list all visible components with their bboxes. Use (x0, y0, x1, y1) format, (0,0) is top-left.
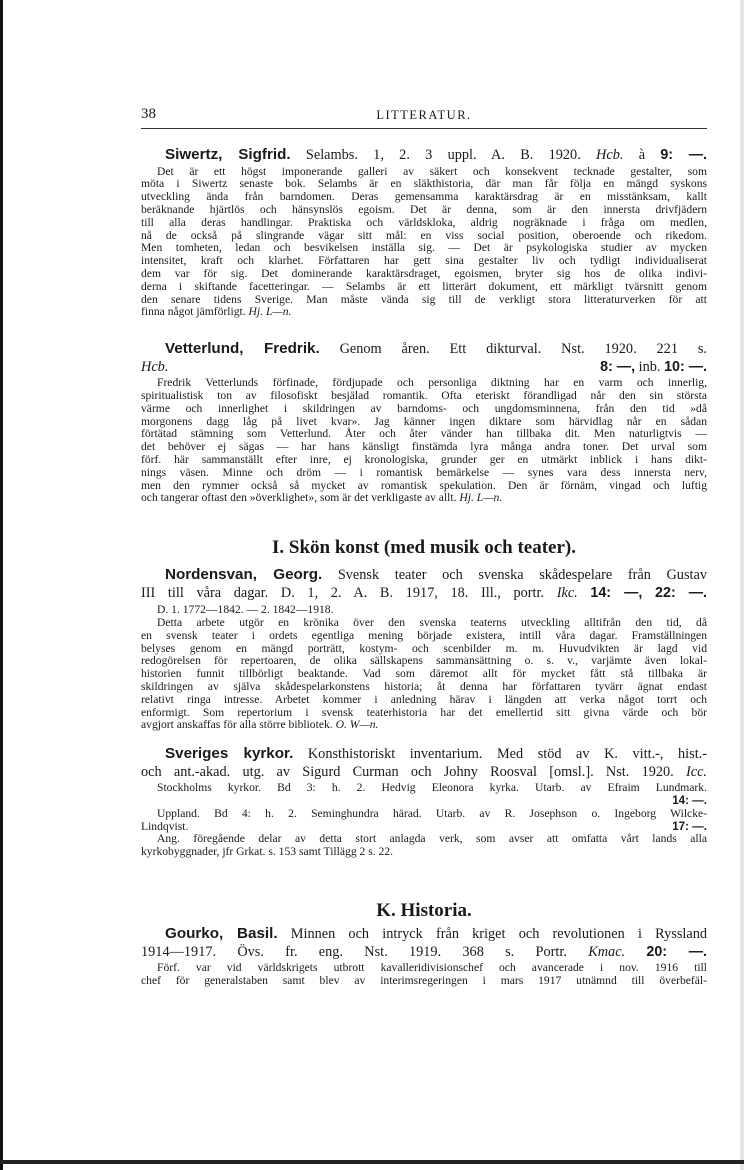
signature: Hj. L—n. (459, 491, 503, 505)
entry-body: Stockholms kyrkor. Bd 3: h. 2. Hedvig Eleonora kyrka. Utarb. av Efraim Lundmark. 14: —. Uppland. Bd 4: h. 2. Seminghundra härad. Utarb. av R. Josephson o. Ingeborg Wilcke- Lindqvist. 17: —. Ang. föregående delar av detta stort anlagda verk, som avser att omfatta vårt lands alla kyrkobyggnader, jfr Grkat. s. 153 samt Tillägg 2 s. 22. (141, 781, 707, 859)
entry-title: Sveriges kyrkor. Konsthistoriskt inventarium. Med stöd av K. vitt.-, hist.- (165, 745, 707, 762)
entry-sveriges-kyrkor: Sveriges kyrkor. Konsthistoriskt inventarium. Med stöd av K. vitt.-, hist.- och ant.-akad. utg. av Sigurd Curman och Johny Roosval [omsl.]. Nst. 1920. Icc. Stockholms kyrkor. Bd 3: h. 2. Hedvig Eleonora kyrka. Utarb. av Efraim Lundmark. 14: —. Uppland. Bd 4: h. 2. Seminghundra härad. Utarb. av R. Josephson o. Ingeborg Wilcke- Lindqvist. 17: —. Ang. föregående delar av detta stort anlagda verk, som avser att omfatta vårt lands alla kyrkobyggnader, jfr Grkat. s. 153 samt Tillägg 2 s. 22. (141, 745, 707, 859)
entry-body: Fredrik Vetterlunds förfinade, fördjupade och personliga diktning har en varm och innerlig, spiritualistisk ton av filosofiskt besjälad romantik. Ofta eteriskt förandligad når den sin största värme och innerlighet i skildringen av barndoms- och ungdomsminnena, från den tid »då morgonens dagg låg på livet kvar». Jag känner ingen diktare som härvidlag når en sådan förtätad stämning som Vetterlund. Åter och åter vänder han tillbaka dit. Men naturligtvis — det behöver ej sägas — har hans känsligt finstämda lyra många andra toner. Det urval som förf. här sammanställt efter inre, ej kronologiska, grunder ger en utmärkt inblick i hans dikt- nings väsen. Minne och dröm — i romantisk bemärkelse — synes vara dess innersta nerv, men den rymmer också så mycket av romantisk spekulation. Den är förnäm, vingad och luftig och tangerar oftast den »överklighet», som är det verkligaste av allt. Hj. L—n. (141, 376, 707, 505)
entry-body: Det är ett högst imponerande galleri av säkert och konsekvent tecknade gestalter, som möta i Siwertz senaste bok. Selambs är en släkthistoria, där man får följa en mängd syskons utveckling ända från barndomen. Deras gemensamma karaktärsdrag är en misstänksam, kallt beräknande hjärtlös och hänsynslös egoism. Det är denna, som är den innersta drivfjädern till alla deras handlingar. Praktiska och världskloka, aldrig nogräknade i fråga om medlen, nå de också på slingrande vägar sitt mål: en viss social position, oberoende och rikedom. Men tomheten, ledan och besvikelsen inställa sig. — Det är psykologiska studier av mycken intensitet, kraft och klarhet. Författaren har gett sina gestalter liv och tydligt individualiserat dem var för sig. Det dominerande karaktärsdraget, egoismen, bryter sig hos de olika indivi- derna i skiftande facetteringar. — Selambs är ett litterärt dokument, ett märkligt tvärsnitt genom den senare tidens Sverige. Man måste vända sig till de verkligt stora litteraturverken för att finna något jämförligt. Hj. L—n. (141, 164, 707, 319)
section-heading-k: K. Historia. (376, 900, 472, 921)
entry-body: Förf. var vid världskrigets utbrott kavalleridivisionschef och avancerade i nov. 1916 till chef för generalstaben samt blev av interimsregeringen i mars 1917 utnämnd till överbefäl- (141, 961, 707, 987)
entry-vetterlund: Vetterlund, Fredrik. Genom åren. Ett dikturval. Nst. 1920. 221 s. Hcb. 8: —, inb. 10: —. Fredrik Vetterlunds förfinade, fördjupade och personliga diktning har en varm och innerlig, spiritualistisk ton av filosofiskt besjälad romantik. Ofta eteriskt förandligad når den sin största värme och innerlighet i skildringen av barndoms- och ungdomsminnena, från den tid »då morgonens dagg låg på livet kvar». Jag känner ingen diktare som härvidlag når en sådan förtätad stämning som Vetterlund. Åter och åter vänder han tillbaka dit. Men naturligtvis — det behöver ej sägas — har hans känsligt finstämda lyra många andra toner. Det urval som förf. här sammanställt efter inre, ej kronologiska, grunder ger en utmärkt inblick i hans dikt- nings väsen. Minne och dröm — i romantisk bemärkelse — synes vara dess innersta nerv, men den rymmer också så mycket av romantisk spekulation. Den är förnäm, vingad och luftig och tangerar oftast den »överklighet», som är det verkligaste av allt. Hj. L—n. (141, 340, 707, 505)
page-edge-left (0, 0, 3, 1170)
page-number: 38 (141, 106, 156, 122)
entry-siwertz (141, 146, 707, 319)
page-header (141, 106, 707, 129)
entry-title: Gourko, Basil. Minnen och intryck från kriget och revolutionen i Ryssland (165, 925, 707, 942)
page-edge-right (740, 0, 744, 1170)
volume-line: D. 1. 1772—1842. — 2. 1842—1918. (157, 603, 334, 617)
entry-title: Vetterlund, Fredrik. Genom åren. Ett dikturval. Nst. 1920. 221 s. (165, 340, 707, 357)
entry-body: D. 1. 1772—1842. — 2. 1842—1918. Detta arbete utgör en krönika över den svenska teaterns utveckling alltifrån den tid, då en svensk teater i ordets egentliga mening började existera, intill våra dagar. Framställningen belyses genom en mängd porträtt, kostym- och scenbilder m. m. Huvudvikten är lagd vid redogörelsen för repertoaren, de olika sällskapens sammansättning o. s. v., varjämte även lokal- historien funnit tillbörligt beaktande. Vad som däremot allt för mycket fått stå tillbaka är skildringen av själva skådespelarkonstens historia; åt denna har författaren tyvärr ägnat endast relativt ringa intresse. Arbetet kommer i anledning härav i längden att verka något torrt och enformigt. Som repertorium i svensk teaterhistoria har det emellertid sitt givna värde och bör avgjort anskaffas för alla större bibliotek. O. W—n. (141, 603, 707, 732)
entry-title: Nordensvan, Georg. Svensk teater och svenska skådespelare från Gustav (165, 566, 707, 583)
signature: Hj. L—n. (248, 305, 292, 319)
entry-gourko: Gourko, Basil. Minnen och intryck från kriget och revolutionen i Ryssland 1914—1917. Övs. fr. eng. Nst. 1919. 368 s. Portr. Kmac. 20: —. Förf. var vid världskrigets utbrott kavalleridivisionschef och avancerade i nov. 1916 till chef för generalstaben samt blev av interimsregeringen i mars 1917 utnämnd till överbefäl- (141, 925, 708, 987)
section-heading-i: I. Skön konst (med musik och teater). (271, 537, 577, 558)
page-edge-bottom (0, 1160, 744, 1164)
signature: O. W—n. (335, 718, 379, 732)
running-title: LITTERATUR. (376, 108, 472, 122)
entry-title: Siwertz, Sigfrid. Selambs. 1, 2. 3 uppl. A. B. 1920. Hcb. à 9: —. (165, 146, 707, 163)
entry-nordensvan: Nordensvan, Georg. Svensk teater och svenska skådespelare från Gustav III till våra dagar. D. 1, 2. A. B. 1917, 18. Ill., portr. Ikc. 14: —, 22: —. D. 1. 1772—1842. — 2. 1842—1918. Detta arbete utgör en krönika över den svenska teaterns utveckling alltifrån den tid, då en svensk teater i ordets egentliga mening började existera, intill våra dagar. Framställningen belyses genom en mängd porträtt, kostym- och scenbilder m. m. Huvudvikten är lagd vid redogörelsen för repertoaren, de olika sällskapens sammansättning o. s. v., varjämte även lokal- historien funnit tillbörligt beaktande. Vad som däremot allt för mycket fått stå tillbaka är skildringen av själva skådespelarkonstens historia; åt denna har författaren tyvärr ägnat endast relativt ringa intresse. Arbetet kommer i anledning härav i längden att verka något torrt och enformigt. Som repertorium i svensk teaterhistoria har det emellertid sitt givna värde och bör avgjort anskaffas för alla större bibliotek. O. W—n. (141, 566, 708, 732)
